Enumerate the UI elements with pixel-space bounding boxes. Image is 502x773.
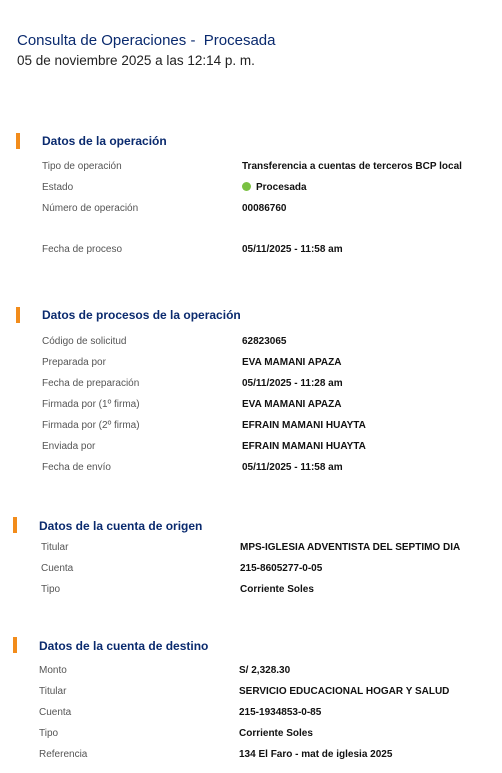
row-estado: [0, 182, 480, 198]
row-tipo-operacion: [0, 161, 480, 177]
row-cuenta-origen: [0, 563, 480, 579]
row-value: 05/11/2025 - 11:58 am: [242, 462, 343, 473]
row-label: Enviada por: [42, 441, 96, 452]
row-label: Fecha de proceso: [42, 244, 123, 255]
section-accent-bar: [13, 517, 17, 533]
row-label: Referencia: [39, 749, 88, 760]
row-label: Firmada por (2º firma): [42, 420, 140, 431]
row-referencia: [0, 749, 480, 765]
status-text: Procesada: [256, 182, 307, 193]
page-title: Consulta de Operaciones - Procesada: [17, 32, 276, 49]
row-value: 215-1934853-0-85: [239, 707, 322, 718]
row-label: Fecha de preparación: [42, 378, 140, 389]
row-value: MPS-IGLESIA ADVENTISTA DEL SEPTIMO DIA: [240, 542, 461, 553]
row-value: EVA MAMANI APAZA: [242, 357, 342, 368]
row-value: Corriente Soles: [239, 728, 313, 739]
row-label: Preparada por: [42, 357, 106, 368]
row-value: EVA MAMANI APAZA: [242, 399, 342, 410]
section-title: Datos de la cuenta de destino: [39, 639, 209, 653]
section-title: Datos de procesos de la operación: [42, 308, 241, 322]
row-label: Tipo de operación: [42, 161, 122, 172]
status-dot-icon: [242, 182, 251, 191]
row-cuenta-destino: [0, 707, 480, 723]
row-fecha-preparacion: [0, 378, 480, 394]
section-title: Datos de la operación: [42, 134, 167, 148]
section-accent-bar: [16, 133, 20, 149]
row-value: EFRAIN MAMANI HUAYTA: [242, 441, 366, 452]
row-titular-origen: [0, 542, 480, 558]
row-label: Cuenta: [41, 563, 74, 574]
row-preparada-por: [0, 357, 480, 373]
row-label: Tipo: [39, 728, 59, 739]
row-monto: [0, 665, 480, 681]
row-label: Titular: [41, 542, 69, 553]
status-value: [242, 182, 307, 193]
row-numero-operacion: [0, 203, 480, 219]
row-value: 05/11/2025 - 11:28 am: [242, 378, 343, 389]
row-fecha-envio: [0, 462, 480, 478]
row-label: Tipo: [41, 584, 61, 595]
row-label: Número de operación: [42, 203, 139, 214]
row-label: Titular: [39, 686, 67, 697]
row-titular-destino: [0, 686, 480, 702]
row-tipo-origen: [0, 584, 480, 600]
section-accent-bar: [13, 637, 17, 653]
row-firmada-2: [0, 420, 480, 436]
row-value: Corriente Soles: [240, 584, 314, 595]
row-tipo-destino: [0, 728, 480, 744]
row-firmada-1: [0, 399, 480, 415]
row-codigo-solicitud: [0, 336, 480, 352]
row-label: Estado: [42, 182, 74, 193]
row-label: Monto: [39, 665, 67, 676]
row-label: Firmada por (1º firma): [42, 399, 140, 410]
section-accent-bar: [16, 307, 20, 323]
row-value: 215-8605277-0-05: [240, 563, 323, 574]
row-value: 62823065: [242, 336, 287, 347]
row-label: Fecha de envío: [42, 462, 111, 473]
section-title: Datos de la cuenta de origen: [39, 519, 203, 533]
row-value: 00086760: [242, 203, 287, 214]
page-subtitle: 05 de noviembre 2025 a las 12:14 p. m.: [17, 53, 255, 68]
row-value: EFRAIN MAMANI HUAYTA: [242, 420, 366, 431]
row-label: Código de solicitud: [42, 336, 127, 347]
row-value: SERVICIO EDUCACIONAL HOGAR Y SALUD: [239, 686, 450, 697]
row-value: 05/11/2025 - 11:58 am: [242, 244, 343, 255]
row-value: Transferencia a cuentas de terceros BCP local: [242, 161, 462, 172]
row-fecha-proceso: [0, 244, 480, 260]
row-enviada-por: [0, 441, 480, 457]
row-value: S/ 2,328.30: [239, 665, 291, 676]
row-label: Cuenta: [39, 707, 72, 718]
row-value: 134 El Faro - mat de iglesia 2025: [239, 749, 393, 760]
